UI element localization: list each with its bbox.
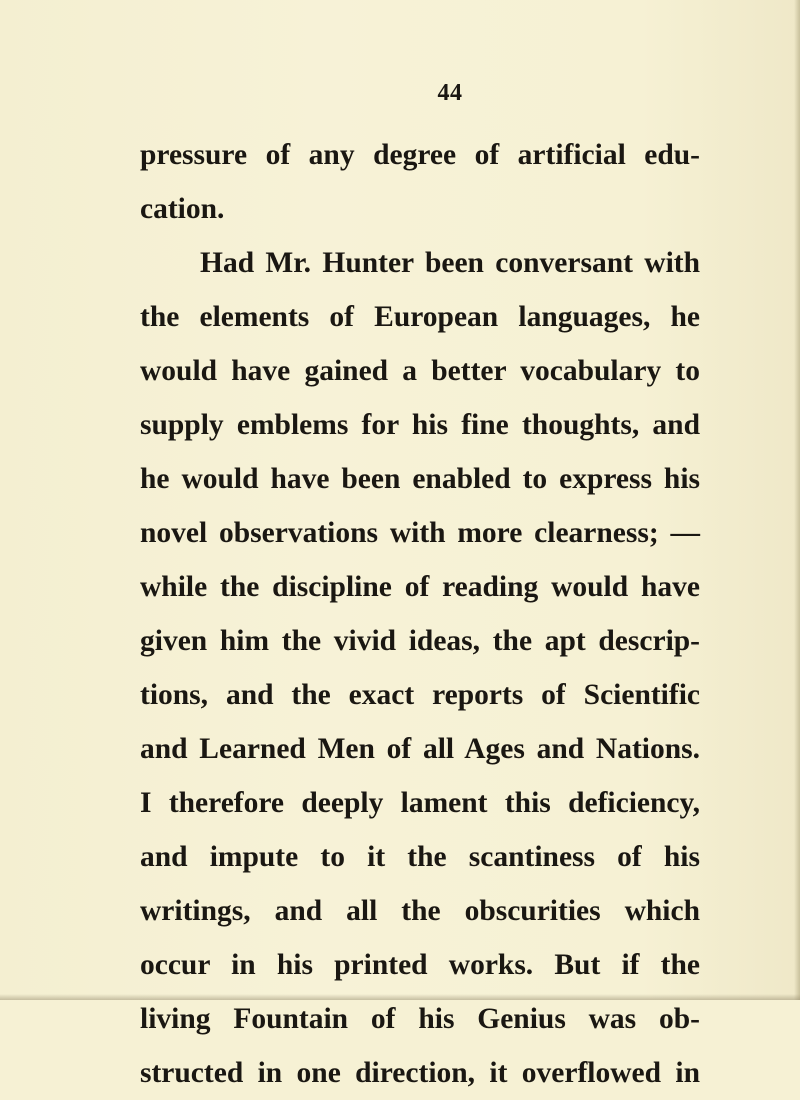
text-line: structed in one direction, it overflowed in: [140, 1057, 700, 1089]
page-number: 44: [437, 80, 463, 106]
text-line: would have gained a better vocabulary to: [140, 355, 700, 387]
text-line: and impute to it the scantiness of his: [140, 841, 700, 873]
page-bottom-shadow: [0, 994, 800, 1000]
page-edge-shadow: [794, 0, 800, 1000]
text-line: he would have been enabled to express his: [140, 463, 700, 495]
text-line: occur in his printed works. But if the: [140, 949, 700, 981]
text-line: novel observations with more clearness; —: [140, 517, 700, 549]
text-line: cation.: [140, 193, 225, 225]
text-line: writings, and all the obscurities which: [140, 895, 700, 927]
text-line: living Fountain of his Genius was ob-: [140, 1003, 700, 1035]
text-line: Had Mr. Hunter been conversant with: [200, 247, 700, 279]
text-line: the elements of European languages, he: [140, 301, 700, 333]
text-line: supply emblems for his fine thoughts, and: [140, 409, 700, 441]
text-line: and Learned Men of all Ages and Nations.: [140, 733, 700, 765]
text-line: given him the vivid ideas, the apt descrip-: [140, 625, 700, 657]
text-line: while the discipline of reading would have: [140, 571, 700, 603]
text-line: tions, and the exact reports of Scientific: [140, 679, 700, 711]
text-line: pressure of any degree of artificial edu-: [140, 139, 700, 171]
body-text: [140, 128, 700, 1100]
text-line: I therefore deeply lament this deficiency,: [140, 787, 700, 819]
